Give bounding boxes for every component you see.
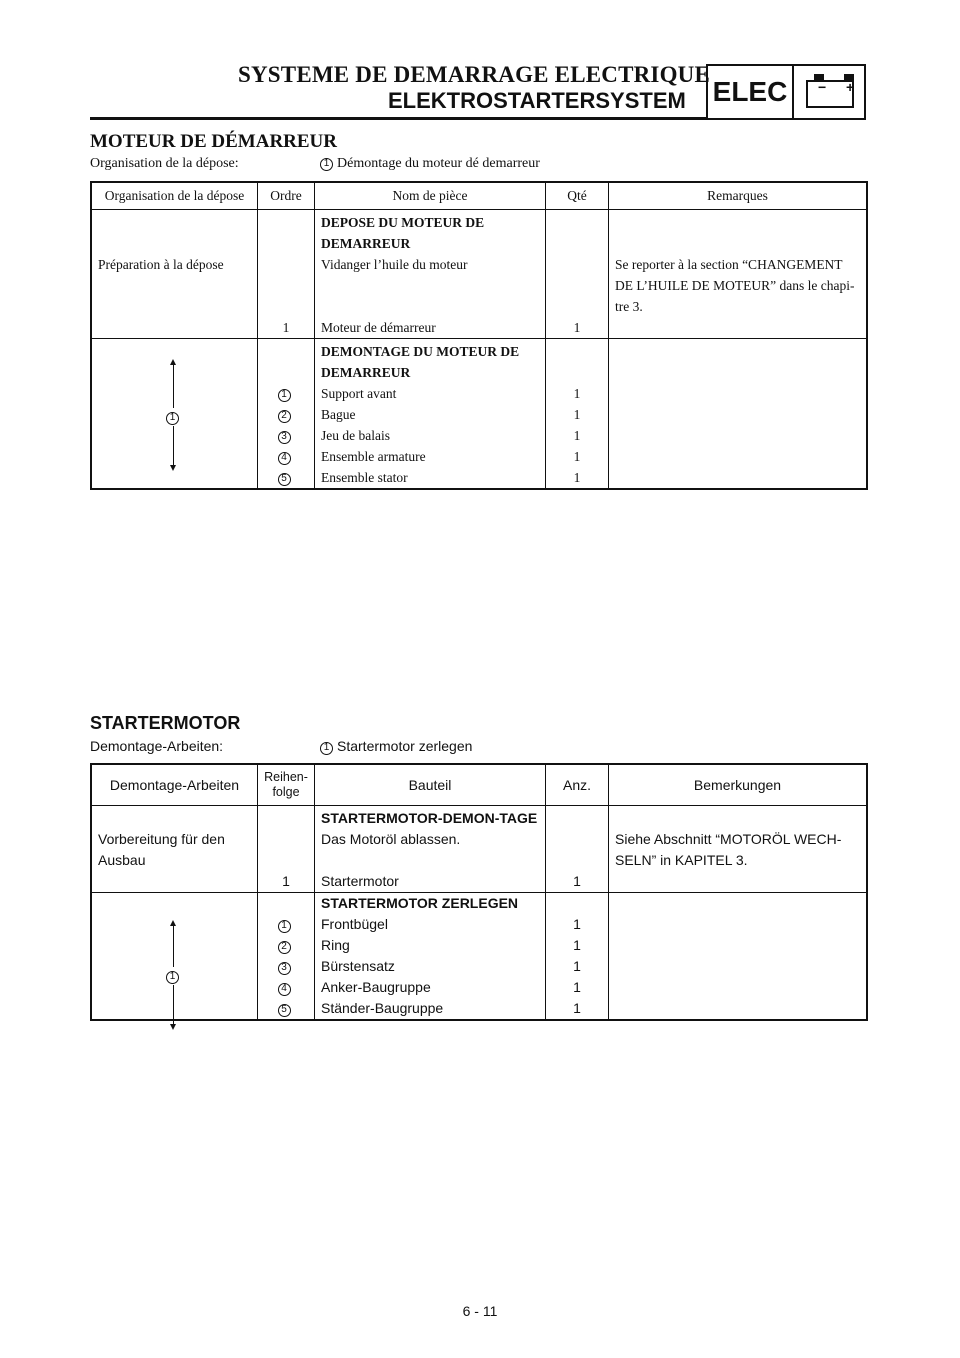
subtitle-de-value: Startermotor zerlegen bbox=[337, 738, 473, 754]
part-name: Vidanger l’huile du moteur bbox=[315, 254, 546, 317]
col-header: Organisation de la dépose bbox=[91, 182, 258, 210]
table-row: 1 Moteur de démarreur 1 bbox=[91, 317, 867, 339]
table-row: 3 Jeu de balais 1 bbox=[91, 425, 867, 446]
part-name: Anker-Baugruppe bbox=[315, 977, 546, 998]
remarks-cell: Se reporter à la section “CHANGEMENT DE L’HUILE DE MOTEUR” dans le chapi-tre 3. bbox=[609, 254, 868, 317]
section-title-fr: MOTEUR DE DÉMARREUR bbox=[90, 131, 337, 152]
col-header: Remarques bbox=[609, 182, 868, 210]
circled-number: 1 bbox=[166, 971, 179, 984]
part-name: Ensemble armature bbox=[315, 446, 546, 467]
org-cell: Vorbereitung für den Ausbau bbox=[91, 829, 258, 871]
page-number: 6 - 11 bbox=[462, 1303, 498, 1319]
table-row bbox=[91, 829, 867, 871]
table-row: 5 Ensemble stator 1 bbox=[91, 467, 867, 489]
group-title: DEMONTAGE DU MOTEUR DE DEMARREUR bbox=[315, 339, 546, 384]
header-title-fr: SYSTEME DE DEMARRAGE ELECTRIQUE bbox=[238, 62, 711, 87]
subtitle-de-label: Demontage-Arbeiten: bbox=[90, 738, 224, 754]
table-row: 2 Bague 1 bbox=[91, 404, 867, 425]
circled-number: 1 bbox=[320, 158, 333, 171]
circled-number: 4 bbox=[278, 452, 291, 465]
header-title-de: ELEKTROSTARTERSYSTEM bbox=[388, 88, 686, 113]
col-header: Nom de pièce bbox=[315, 182, 546, 210]
battery-minus-sign: − bbox=[818, 79, 827, 95]
battery-icon bbox=[794, 66, 864, 118]
subtitle-fr-value: Démontage du moteur dé demarreur bbox=[337, 156, 540, 171]
subtitle-fr-label: Organisation de la dépose: bbox=[90, 156, 239, 171]
circled-number: 1 bbox=[278, 920, 291, 933]
circled-number: 3 bbox=[278, 962, 291, 975]
part-name: Bague bbox=[315, 404, 546, 425]
table-row: 4 Anker-Baugruppe 1 bbox=[91, 977, 867, 998]
part-name: Frontbügel bbox=[315, 914, 546, 935]
col-header: Bauteil bbox=[315, 764, 546, 806]
table-row: 1 Startermotor 1 bbox=[91, 871, 867, 893]
circled-number: 5 bbox=[278, 473, 291, 486]
removal-table-de bbox=[90, 763, 868, 1021]
table-row: 3 Bürstensatz 1 bbox=[91, 956, 867, 977]
circled-number: 5 bbox=[278, 1004, 291, 1017]
table-row: 5 Ständer-Baugruppe 1 bbox=[91, 998, 867, 1020]
table-row bbox=[91, 806, 867, 830]
elec-badge bbox=[706, 64, 866, 120]
part-name: Ring bbox=[315, 935, 546, 956]
table-row: 4 Ensemble armature 1 bbox=[91, 446, 867, 467]
col-header: Demontage-Arbeiten bbox=[91, 764, 258, 806]
col-header: Ordre bbox=[258, 182, 315, 210]
part-name: Jeu de balais bbox=[315, 425, 546, 446]
table-row bbox=[91, 254, 867, 317]
header-rule bbox=[90, 117, 706, 120]
group-title: DEPOSE DU MOTEUR DE DEMARREUR bbox=[315, 210, 546, 255]
circled-number: 2 bbox=[278, 410, 291, 423]
col-header: Qté bbox=[546, 182, 609, 210]
elec-badge-label: ELEC bbox=[708, 66, 794, 118]
table-row: 1 Support avant 1 bbox=[91, 383, 867, 404]
table-row bbox=[91, 339, 867, 384]
subtitle-fr bbox=[90, 156, 540, 172]
circled-number: 3 bbox=[278, 431, 291, 444]
remarks-cell: Siehe Abschnitt “MOTORÖL WECH-SELN” in KAPITEL 3. bbox=[609, 829, 868, 871]
table-row bbox=[91, 210, 867, 255]
circled-number: 1 bbox=[166, 412, 179, 425]
col-header: Bemerkungen bbox=[609, 764, 868, 806]
part-name: Moteur de démarreur bbox=[315, 317, 546, 339]
part-name: Support avant bbox=[315, 383, 546, 404]
col-header: Anz. bbox=[546, 764, 609, 806]
col-header: Reihen-folge bbox=[258, 764, 315, 806]
org-cell: Préparation à la dépose bbox=[91, 254, 258, 317]
circled-number: 1 bbox=[320, 742, 333, 755]
part-name: Das Motoröl ablassen. bbox=[315, 829, 546, 871]
part-name: Bürstensatz bbox=[315, 956, 546, 977]
part-name: Ständer-Baugruppe bbox=[315, 998, 546, 1020]
battery-plus-sign: + bbox=[846, 79, 855, 95]
group-title: STARTERMOTOR-DEMON-TAGE bbox=[315, 806, 546, 830]
removal-table-fr bbox=[90, 181, 868, 490]
circled-number: 4 bbox=[278, 983, 291, 996]
table-row: 2 Ring 1 bbox=[91, 935, 867, 956]
group-title: STARTERMOTOR ZERLEGEN bbox=[315, 893, 546, 915]
subtitle-de bbox=[90, 738, 473, 754]
circled-number: 1 bbox=[278, 389, 291, 402]
table-row bbox=[91, 893, 867, 915]
table-row: 1 Frontbügel 1 bbox=[91, 914, 867, 935]
section-title-de: STARTERMOTOR bbox=[90, 713, 241, 733]
part-name: Ensemble stator bbox=[315, 467, 546, 489]
circled-number: 2 bbox=[278, 941, 291, 954]
part-name: Startermotor bbox=[315, 871, 546, 893]
